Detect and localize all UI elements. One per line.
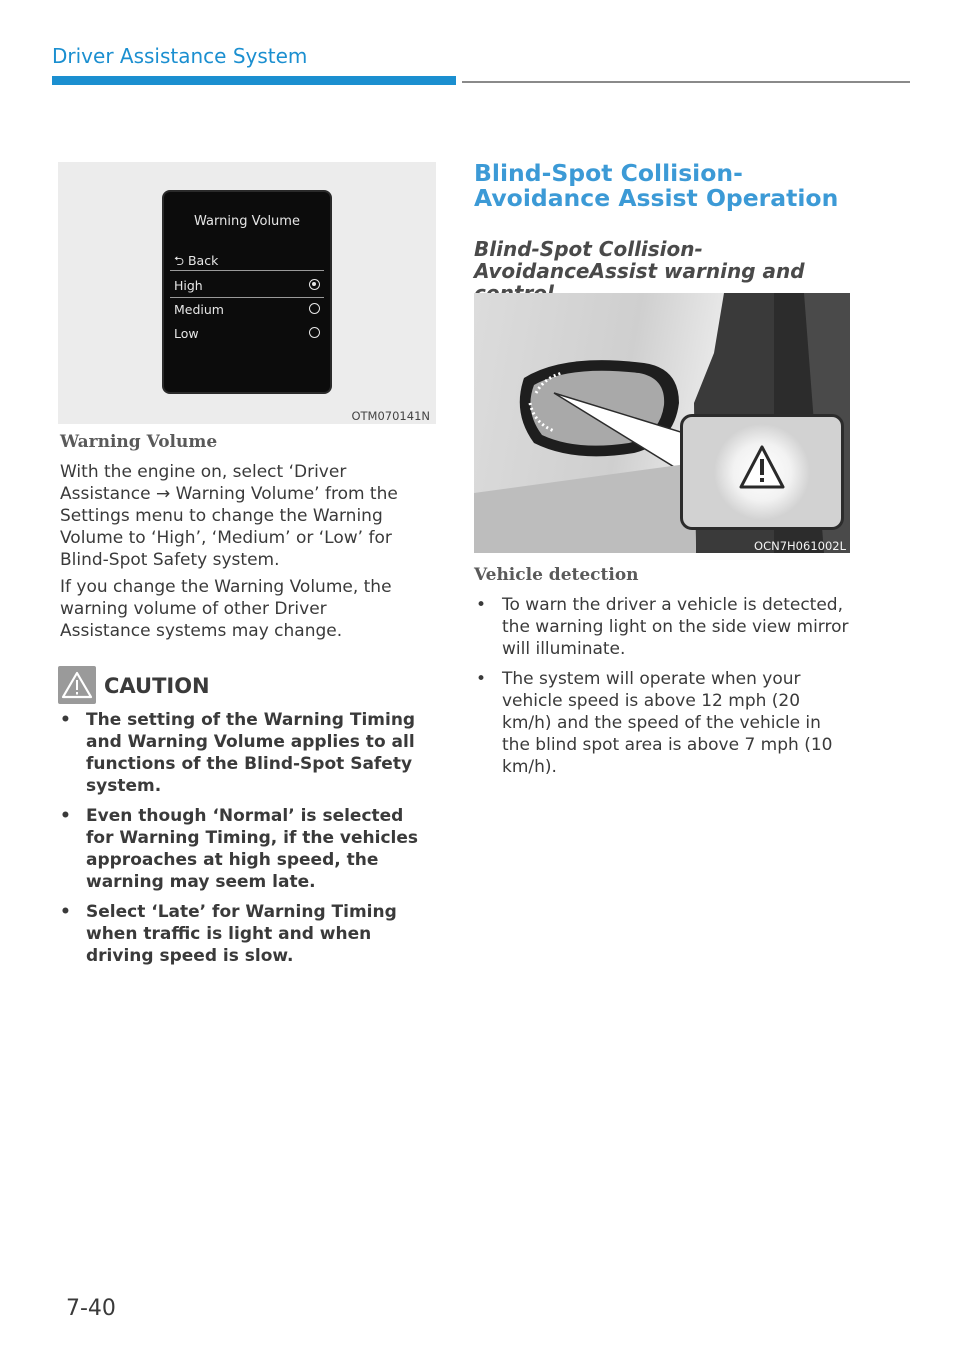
detection-item: • To warn the driver a vehicle is detected, the warning light on the side view mirror will illuminate.: [474, 594, 852, 660]
subsection-title: Blind-Spot Collision-AvoidanceAssist warning and: [474, 237, 805, 283]
caution-item: • The setting of the Warning Timing and Warning Volume applies to all functions of the Blind-Spot Safety system.: [58, 709, 436, 797]
header-divider: [462, 81, 910, 83]
figure-code: OTM070141N: [351, 409, 430, 423]
warning-volume-heading: Warning Volume: [60, 432, 218, 452]
warning-triangle-icon: [58, 666, 96, 704]
radio-unselected-icon: [309, 303, 320, 314]
detection-item: • The system will operate when your vehicle speed is above 12 mph (20 km/h) and the speed of the vehicle in the blind spot area is above 7 mph (10 km/h).: [474, 668, 852, 778]
screen-back-item: ⮌ Back: [174, 253, 219, 268]
vehicle-detection-heading: Vehicle detection: [474, 565, 639, 585]
screen-divider: [170, 297, 324, 298]
option-label: Low: [174, 326, 199, 341]
warning-volume-note: If you change the Warning Volume, the warning volume of other Driver Assistance systems may change.: [60, 577, 392, 641]
option-label: High: [174, 278, 203, 293]
vehicle-detection-list: [474, 594, 852, 786]
header-accent-bar: [52, 76, 456, 85]
side-mirror-figure: [474, 293, 850, 553]
display-screen: [164, 192, 330, 392]
caution-item: • Even though ‘Normal’ is selected for Warning Timing, if the vehicles approaches at high speed, the warning may seem late.: [58, 805, 436, 893]
caution-item: • Select ‘Late’ for Warning Timing when traffic is light and when driving speed is slow.: [58, 901, 436, 967]
section-title: Blind-Spot Collision-Avoidance Assist Operation: [474, 159, 839, 212]
warning-volume-paragraph: With the engine on, select ‘Driver Assistance → Warning Volume’ from the Settings menu to change the Warning Volume to ‘High’, ‘Medium’ or ‘Low’ for Blind-Spot Safety system.: [60, 462, 398, 570]
warning-light-callout: [680, 414, 844, 530]
caution-title: CAUTION: [104, 674, 210, 698]
page-number: 7-40: [66, 1296, 116, 1321]
screen-divider: [170, 270, 324, 271]
radio-unselected-icon: [309, 327, 320, 338]
screen-title: Warning Volume: [194, 214, 300, 229]
warning-volume-figure: [58, 162, 436, 424]
section-header-title: Driver Assistance System: [52, 44, 308, 68]
screen-option-medium: [170, 299, 324, 321]
figure-code: OCN7H061002L: [754, 539, 846, 553]
caution-list: [58, 709, 436, 975]
screen-option-low: [170, 323, 324, 345]
screen-option-high: [170, 275, 324, 297]
radio-selected-icon: [309, 279, 320, 290]
option-label: Medium: [174, 302, 224, 317]
